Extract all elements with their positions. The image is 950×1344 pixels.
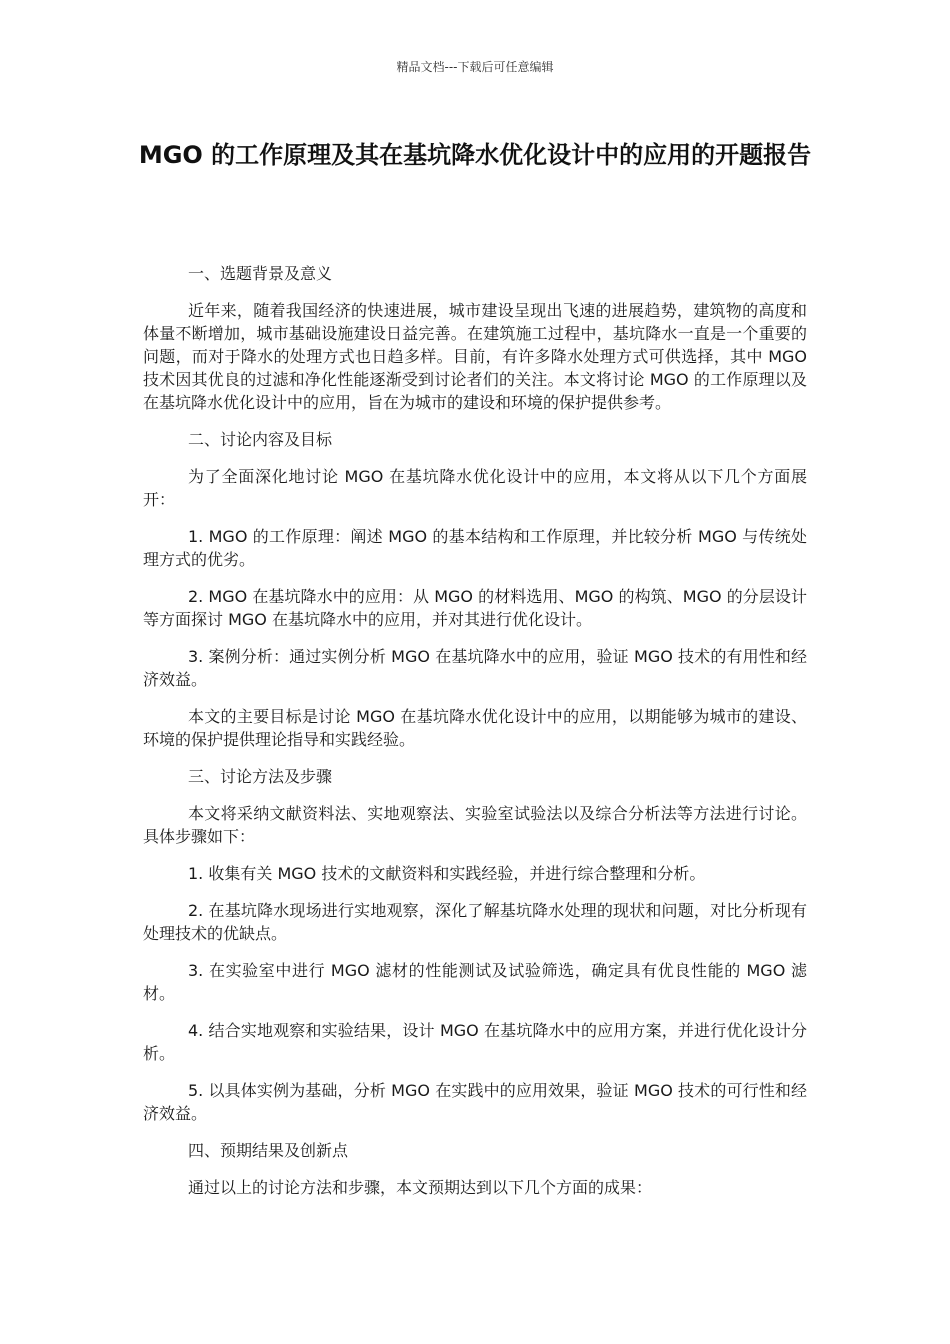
- list-item: 2. MGO 在基坑降水中的应用：从 MGO 的材料选用、MGO 的构筑、MGO 的分层设计等方面探讨 MGO 在基坑降水中的应用，并对其进行优化设计。: [143, 587, 807, 629]
- list-item: 1. 收集有关 MGO 技术的文献资料和实践经验，并进行综合整理和分析。: [188, 864, 706, 883]
- header-note: 精品文档---下载后可任意编辑: [396, 60, 554, 74]
- document-body: [143, 262, 807, 1213]
- paragraph-method-intro: 本文将采纳文献资料法、实地观察法、实验室试验法以及综合分析法等方法进行讨论。具体步骤如下：: [143, 804, 807, 846]
- section-heading-method: 三、讨论方法及步骤: [188, 767, 333, 786]
- paragraph-background: 近年来，随着我国经济的快速进展，城市建设呈现出飞速的进展趋势，建筑物的高度和体量不断增加，城市基础设施建设日益完善。在建筑施工过程中，基坑降水一直是一个重要的问题，而对于降水的处理方式也日趋多样。目前，有许多降水处理方式可供选择，其中 MGO 技术因其优良的过滤和净化性能逐渐受到讨论者们的关注。本文将讨论 MGO 的工作原理以及在基坑降水优化设计中的应用，旨在为城市的建设和环境的保护提供参考。: [143, 301, 807, 412]
- section-heading-background: 一、选题背景及意义: [188, 264, 333, 283]
- list-item: 3. 案例分析：通过实例分析 MGO 在基坑降水中的应用，验证 MGO 技术的有用性和经济效益。: [143, 647, 807, 689]
- paragraph-results-intro: 通过以上的讨论方法和步骤，本文预期达到以下几个方面的成果：: [188, 1178, 653, 1197]
- document-title: MGO 的工作原理及其在基坑降水优化设计中的应用的开题报告: [138, 141, 812, 169]
- section-heading-content: 二、讨论内容及目标: [188, 430, 333, 449]
- paragraph-content-intro: 为了全面深化地讨论 MGO 在基坑降水优化设计中的应用，本文将从以下几个方面展开：: [143, 467, 807, 509]
- list-item: 4. 结合实地观察和实验结果，设计 MGO 在基坑降水中的应用方案，并进行优化设计分析。: [143, 1021, 807, 1063]
- list-item: 2. 在基坑降水现场进行实地观察，深化了解基坑降水处理的现状和问题，对比分析现有处理技术的优缺点。: [143, 901, 807, 943]
- paragraph-goal: 本文的主要目标是讨论 MGO 在基坑降水优化设计中的应用，以期能够为城市的建设、环境的保护提供理论指导和实践经验。: [143, 707, 807, 749]
- list-item: 3. 在实验室中进行 MGO 滤材的性能测试及试验筛选，确定具有优良性能的 MGO 滤材。: [143, 961, 807, 1003]
- section-heading-results: 四、预期结果及创新点: [188, 1141, 349, 1160]
- list-item: 5. 以具体实例为基础，分析 MGO 在实践中的应用效果，验证 MGO 技术的可行性和经济效益。: [143, 1081, 807, 1123]
- list-item: 1. MGO 的工作原理：阐述 MGO 的基本结构和工作原理，并比较分析 MGO 与传统处理方式的优劣。: [143, 527, 807, 569]
